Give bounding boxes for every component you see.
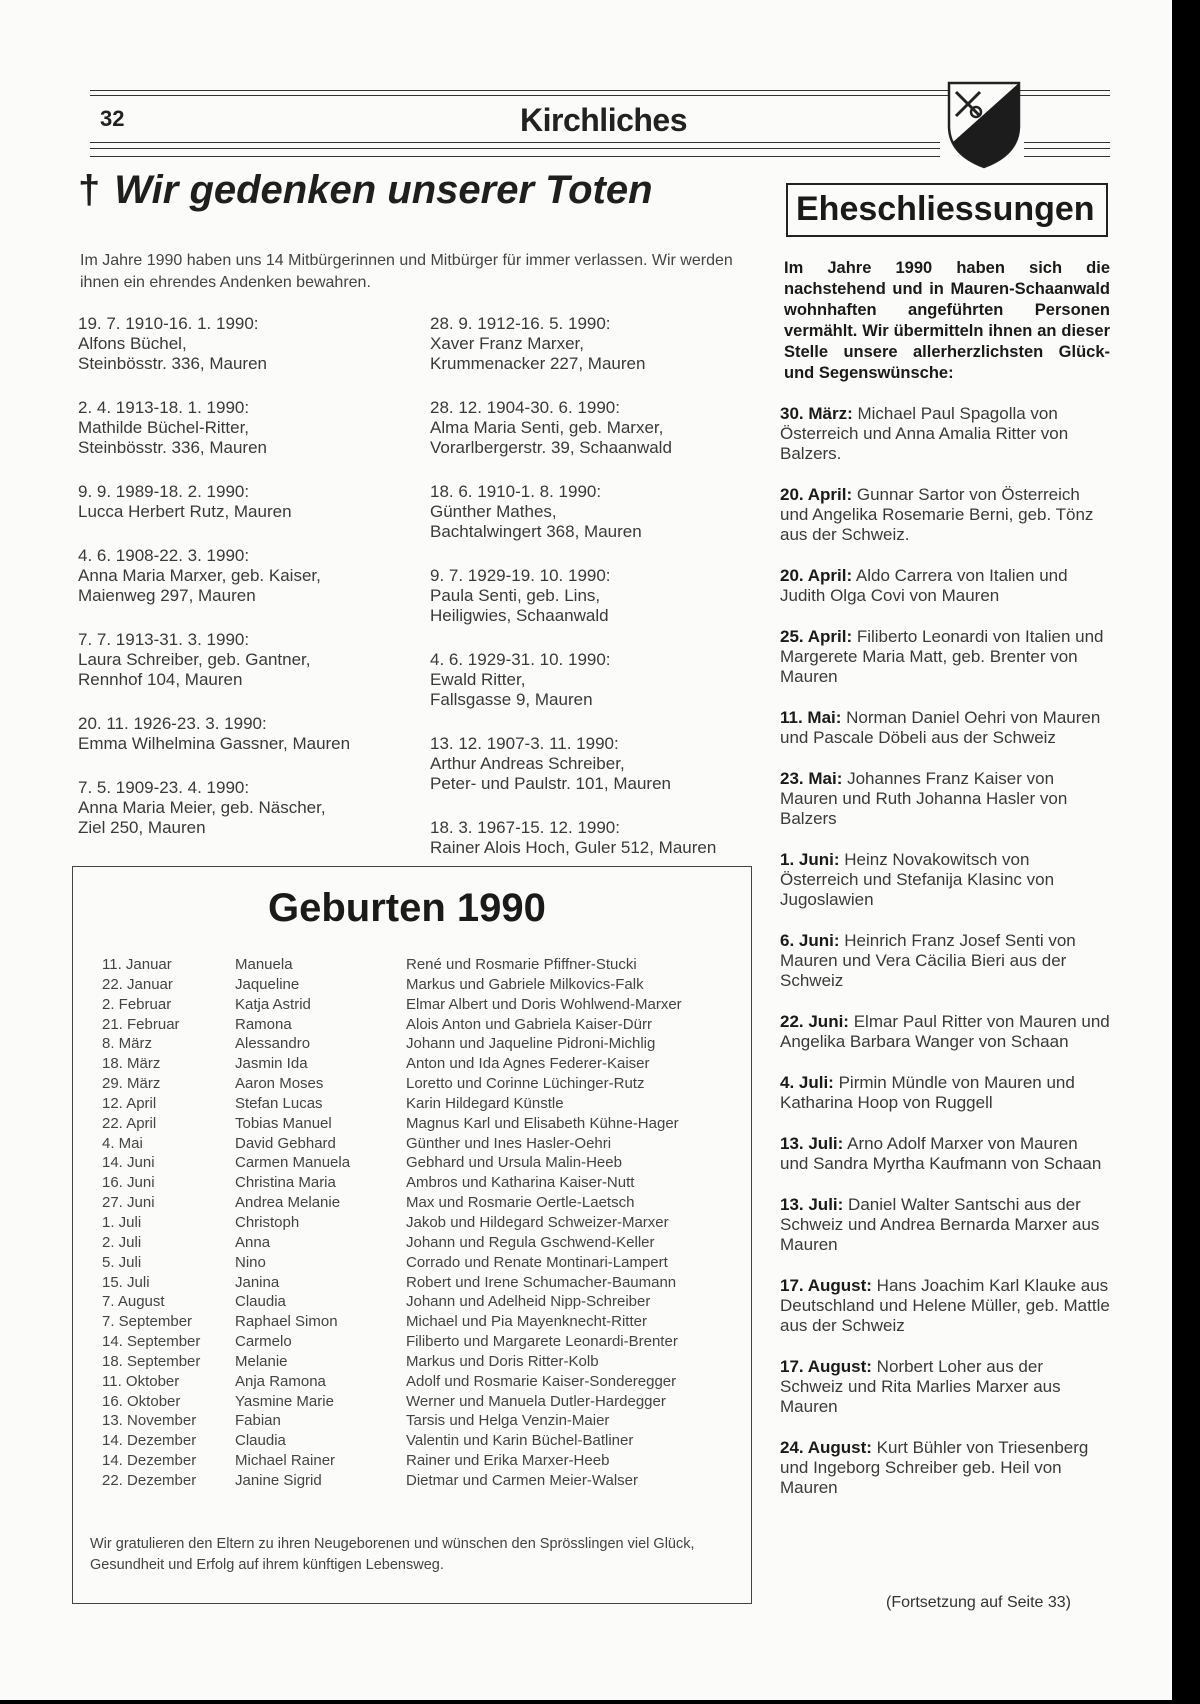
marriage-couple: Elmar Paul Ritter von Mauren und Angelika Barbara Wanger von Schaan: [780, 1012, 1110, 1051]
deceased-dates: 28. 9. 1912-16. 5. 1990:: [430, 314, 611, 333]
deceased-line: Arthur Andreas Schreiber,: [430, 754, 625, 773]
birth-child-name: Alessandro: [235, 1035, 311, 1053]
birth-date: [88, 1234, 198, 1251]
birth-date-text: 14. Juni: [102, 1154, 155, 1172]
birth-child-name: Raphael Simon: [235, 1313, 338, 1331]
marriage-couple: Heinz Novakowitsch von Österreich und Stefanija Klasinc von Jugoslawien: [780, 850, 1055, 909]
marriage-couple: Kurt Bühler von Triesenberg und Ingeborg Schreiber geb. Heil von Mauren: [780, 1438, 1089, 1497]
marriage-date: 20. April:: [780, 485, 853, 504]
deceased-dates: 18. 6. 1910-1. 8. 1990:: [430, 482, 602, 501]
birth-parents: Corrado und Renate Montinari-Lampert: [406, 1253, 668, 1271]
birth-parents: Elmar Albert und Doris Wohlwend-Marxer: [406, 995, 682, 1013]
deceased-entry: [430, 482, 716, 542]
deceased-line: Krummenacker 227, Mauren: [430, 354, 646, 373]
marriage-date: 4. Juli:: [780, 1073, 834, 1092]
birth-child-name: Michael Rainer: [235, 1452, 336, 1470]
birth-child-name: Anja Ramona: [235, 1372, 326, 1390]
birth-parents: Werner und Manuela Dutler-Hardegger: [406, 1392, 666, 1410]
marriage-date: 13. Juli:: [780, 1195, 844, 1214]
birth-date-text: 16. Oktober: [102, 1392, 181, 1410]
birth-parents: Rainer und Erika Marxer-Heeb: [406, 1452, 610, 1470]
birth-parents: René und Rosmarie Pfiffner-Stucki: [406, 956, 637, 973]
birth-date-text: 22. Januar: [102, 975, 173, 993]
birth-date-text: 2. Juli: [102, 1233, 142, 1251]
header-rule: [1024, 142, 1110, 143]
marriage-entry: [780, 1134, 1110, 1174]
header-rule: [1024, 156, 1110, 157]
birth-date: [88, 1055, 198, 1072]
birth-child-name: Jaqueline: [235, 975, 300, 993]
birth-parents: Adolf und Rosmarie Kaiser-Sonderegger: [406, 1372, 677, 1390]
marriage-entry: [780, 1012, 1110, 1052]
page-number: 32: [100, 106, 125, 131]
birth-date-text: 2. Februar: [102, 995, 172, 1013]
birth-date: [88, 1194, 198, 1211]
birth-child-name: Fabian: [235, 1412, 281, 1430]
marriages-list: [780, 404, 1110, 1519]
birth-date-text: 18. März: [102, 1055, 161, 1073]
birth-child-name: Carmen Manuela: [235, 1154, 351, 1172]
deceased-line: Fallsgasse 9, Mauren: [430, 690, 593, 709]
birth-parents: Johann und Regula Gschwend-Keller: [406, 1233, 655, 1251]
deceased-entry: [430, 650, 716, 710]
birth-child-name: Anna: [235, 1233, 271, 1251]
deceased-line: Ziel 250, Mauren: [78, 818, 206, 837]
deceased-dates: 7. 5. 1909-23. 4. 1990:: [78, 778, 250, 797]
birth-child-name: Aaron Moses: [235, 1075, 324, 1093]
marriage-date: 11. Mai:: [780, 708, 842, 727]
deceased-dates: 28. 12. 1904-30. 6. 1990:: [430, 398, 620, 417]
marriage-entry: [780, 769, 1110, 829]
marriage-date: 24. August:: [780, 1438, 872, 1457]
deceased-title: [78, 168, 653, 213]
deceased-line: Anna Maria Marxer, geb. Kaiser,: [78, 566, 321, 585]
marriages-intro: Im Jahre 1990 haben sich die nachstehend und in Mauren-Schaanwald wohnhaften angeführten Personen vermählt. Wir übermitteln ihnen an dieser Stelle unsere allerherzlichsten Glück- und Segenswünsche:: [784, 259, 1110, 382]
birth-date: [88, 1333, 201, 1351]
birth-child-name: Claudia: [235, 1293, 286, 1311]
deceased-line: Anna Maria Meier, geb. Näscher,: [78, 798, 326, 817]
birth-child-name: Manuela: [235, 956, 293, 973]
marriage-entry: [780, 485, 1110, 545]
marriage-couple: Norbert Loher aus der Schweiz und Rita Marlies Marxer aus Mauren: [780, 1357, 1061, 1416]
birth-date: [88, 1135, 198, 1152]
deceased-line: Vorarlbergerstr. 39, Schaanwald: [430, 438, 672, 457]
deceased-line: Emma Wilhelmina Gassner, Mauren: [78, 734, 351, 753]
birth-date: [88, 1214, 198, 1231]
marriage-entry: [780, 1073, 1110, 1113]
birth-parents: Loretto und Corinne Lüchinger-Rutz: [406, 1075, 645, 1093]
birth-parents: Robert und Irene Schumacher-Baumann: [406, 1273, 677, 1291]
birth-date: [88, 1274, 198, 1291]
deceased-line: Steinbösstr. 336, Mauren: [78, 438, 268, 457]
birth-date-text: 22. Dezember: [102, 1471, 197, 1489]
birth-date-text: 7. August: [102, 1293, 165, 1311]
birth-date: [88, 1293, 198, 1310]
deceased-heading: Wir gedenken unserer Toten: [114, 168, 653, 212]
marriage-entry: [780, 566, 1110, 606]
marriage-entry: [780, 1357, 1110, 1417]
birth-parents: Gebhard und Ursula Malin-Heeb: [406, 1154, 622, 1172]
birth-date: [88, 1393, 198, 1410]
birth-child-name: Stefan Lucas: [235, 1094, 323, 1112]
deceased-line: Heiligwies, Schaanwald: [430, 606, 609, 625]
marriage-couple: Norman Daniel Oehri von Mauren und Pascale Döbeli aus der Schweiz: [780, 708, 1101, 747]
deceased-dates: 9. 9. 1989-18. 2. 1990:: [78, 482, 250, 501]
birth-date-text: 1. Juli: [102, 1213, 142, 1231]
marriage-couple: Filiberto Leonardi von Italien und Margerete Maria Matt, geb. Brenter von Mauren: [780, 627, 1104, 686]
deceased-entry: [78, 714, 350, 754]
birth-date-text: 27. Juni: [102, 1194, 155, 1212]
marriage-couple: Arno Adolf Marxer von Mauren und Sandra Myrtha Kaufmann von Schaan: [780, 1134, 1102, 1173]
birth-child-name: Claudia: [235, 1432, 286, 1450]
deceased-line: Alfons Büchel,: [78, 334, 187, 353]
birth-date: [88, 956, 198, 973]
birth-date-text: 15. Juli: [102, 1273, 150, 1291]
deceased-line: Steinbösstr. 336, Mauren: [78, 354, 268, 373]
marriage-date: 13. Juli:: [780, 1134, 844, 1153]
birth-child-name: Melanie: [235, 1352, 288, 1370]
marriage-entry: [780, 627, 1110, 687]
deceased-line: Paula Senti, geb. Lins,: [430, 586, 601, 605]
deceased-dates: 13. 12. 1907-3. 11. 1990:: [430, 734, 619, 753]
birth-child-name: Nino: [235, 1253, 266, 1271]
coat-of-arms-icon: [946, 80, 1022, 170]
deceased-dates: 7. 7. 1913-31. 3. 1990:: [78, 630, 250, 649]
marriage-date: 25. April:: [780, 627, 853, 646]
deceased-entry: [78, 314, 350, 374]
birth-parents: Alois Anton und Gabriela Kaiser-Dürr: [406, 1015, 652, 1033]
birth-parents: Jakob und Hildegard Schweizer-Marxer: [406, 1213, 669, 1231]
birth-parents: Michael und Pia Mayenknecht-Ritter: [406, 1313, 647, 1331]
deceased-entry: [78, 630, 350, 690]
deceased-dates: 4. 6. 1929-31. 10. 1990:: [430, 650, 611, 669]
birth-date: [88, 1016, 198, 1033]
birth-date-text: 7. September: [102, 1313, 193, 1331]
marriage-couple: Johannes Franz Kaiser von Mauren und Ruth Johanna Hasler von Balzers: [780, 769, 1068, 828]
marriage-date: 1. Juni:: [780, 850, 840, 869]
birth-date-text: 11. Januar: [102, 956, 172, 973]
header-rule: [90, 156, 940, 157]
header-rule: [90, 148, 940, 149]
deceased-line: Bachtalwingert 368, Mauren: [430, 522, 642, 541]
birth-date-text: 29. März: [102, 1075, 161, 1093]
deceased-entry: [430, 398, 716, 458]
birth-date: [88, 1373, 198, 1390]
deceased-line: Peter- und Paulstr. 101, Mauren: [430, 774, 671, 793]
birth-child-name: Janine Sigrid: [235, 1471, 322, 1489]
marriage-entry: [780, 850, 1110, 910]
deceased-line: Laura Schreiber, geb. Gantner,: [78, 650, 311, 669]
deceased-line: Xaver Franz Marxer,: [430, 334, 584, 353]
birth-date: [88, 1412, 198, 1429]
deceased-entry: [430, 818, 716, 858]
deceased-entry: [78, 778, 350, 838]
deceased-entry: [78, 546, 350, 606]
deceased-line: Rainer Alois Hoch, Guler 512, Mauren: [430, 838, 717, 857]
birth-parents: Markus und Doris Ritter-Kolb: [406, 1352, 599, 1370]
birth-date-text: 16. Juni: [102, 1174, 155, 1192]
marriage-couple: Aldo Carrera von Italien und Judith Olga Covi von Mauren: [780, 566, 1068, 605]
birth-parents: Filiberto und Margarete Leonardi-Brenter: [406, 1333, 678, 1351]
birth-date: [88, 996, 198, 1013]
birth-parents: Magnus Karl und Elisabeth Kühne-Hager: [406, 1114, 679, 1132]
deceased-list-right: [430, 314, 716, 882]
deceased-dates: 4. 6. 1908-22. 3. 1990:: [78, 546, 250, 565]
marriage-date: 6. Juni:: [780, 931, 840, 950]
birth-date: [88, 1432, 198, 1449]
marriage-date: 30. März:: [780, 404, 853, 423]
deceased-entry: [78, 398, 350, 458]
marriage-date: 22. Juni:: [780, 1012, 849, 1031]
birth-parents: Anton und Ida Agnes Federer-Kaiser: [406, 1055, 650, 1073]
birth-parents: Karin Hildegard Künstle: [406, 1094, 564, 1112]
birth-date-text: 5. Juli: [102, 1253, 142, 1271]
birth-date-text: 14. Dezember: [102, 1452, 197, 1470]
birth-child-name: Jasmin Ida: [235, 1055, 308, 1073]
birth-date: [88, 1352, 201, 1370]
birth-date-text: 4. Mai: [102, 1134, 143, 1152]
deceased-list-left: [78, 314, 350, 862]
deceased-dates: 18. 3. 1967-15. 12. 1990:: [430, 818, 620, 837]
deceased-line: Lucca Herbert Rutz, Mauren: [78, 502, 292, 521]
birth-date-text: 21. Februar: [102, 1015, 180, 1033]
birth-date: [88, 1115, 198, 1132]
birth-date: [88, 1452, 198, 1469]
birth-date: [88, 1154, 198, 1171]
birth-child-name: Ramona: [235, 1015, 292, 1033]
birth-date: [88, 976, 198, 993]
births-footer: Wir gratulieren den Eltern zu ihren Neugeborenen und wünschen den Sprösslingen viel Glück, Gesundheit und Erfolg auf ihrem künftigen Lebensweg.: [90, 1536, 695, 1573]
birth-date-text: 14. September: [102, 1333, 201, 1351]
birth-child-name: Carmelo: [235, 1333, 292, 1351]
continued-note: (Fortsetzung auf Seite 33): [886, 1594, 1071, 1611]
birth-parents: Günther und Ines Hasler-Oehri: [406, 1134, 612, 1152]
birth-child-name: Tobias Manuel: [235, 1114, 332, 1132]
birth-child-name: Christina Maria: [235, 1174, 336, 1192]
birth-date-text: 8. März: [102, 1035, 153, 1053]
marriages-title: Eheschliessungen: [796, 190, 1095, 228]
header-rule: [90, 142, 940, 143]
births-title: Geburten 1990: [268, 886, 546, 930]
marriage-date: 23. Mai:: [780, 769, 843, 788]
birth-date-text: 22. April: [102, 1114, 157, 1132]
birth-parents: Tarsis und Helga Venzin-Maier: [406, 1412, 610, 1430]
birth-date: [88, 1095, 198, 1112]
birth-child-name: Andrea Melanie: [235, 1194, 341, 1212]
marriage-entry: [780, 708, 1110, 748]
birth-date: [88, 1075, 198, 1092]
deceased-line: Ewald Ritter,: [430, 670, 526, 689]
marriage-entry: [780, 1438, 1110, 1498]
birth-date-text: 14. Dezember: [102, 1432, 197, 1450]
marriage-entry: [780, 404, 1110, 464]
birth-child-name: Yasmine Marie: [235, 1392, 334, 1410]
birth-parents: Ambros und Katharina Kaiser-Nutt: [406, 1174, 635, 1192]
birth-parents: Max und Rosmarie Oertle-Laetsch: [406, 1194, 635, 1212]
deceased-dates: 20. 11. 1926-23. 3. 1990:: [78, 714, 267, 733]
birth-date: [88, 1313, 198, 1330]
deceased-line: Mathilde Büchel-Ritter,: [78, 418, 250, 437]
header-rule: [1024, 148, 1110, 149]
deceased-dates: 2. 4. 1913-18. 1. 1990:: [78, 398, 250, 417]
marriage-entry: [780, 931, 1110, 991]
deceased-line: Günther Mathes,: [430, 502, 557, 521]
deceased-line: Maienweg 297, Mauren: [78, 586, 256, 605]
deceased-entry: [430, 734, 716, 794]
deceased-entry: [430, 314, 716, 374]
birth-parents: Johann und Adelheid Nipp-Schreiber: [406, 1293, 651, 1311]
marriage-couple: Michael Paul Spagolla von Österreich und Anna Amalia Ritter von Balzers.: [780, 404, 1069, 463]
birth-date: [88, 1035, 198, 1052]
birth-parents: Dietmar und Carmen Meier-Walser: [406, 1471, 639, 1489]
birth-date: [88, 1254, 198, 1271]
marriage-couple: Gunnar Sartor von Österreich und Angelika Rosemarie Berni, geb. Tönz aus der Schweiz.: [780, 485, 1094, 544]
birth-date-text: 11. Oktober: [102, 1372, 180, 1390]
marriage-date: 17. August:: [780, 1357, 872, 1376]
birth-date-text: 12. April: [102, 1094, 157, 1112]
marriage-date: 20. April:: [780, 566, 853, 585]
marriage-couple: Daniel Walter Santschi aus der Schweiz und Andrea Bernarda Marxer aus Mauren: [780, 1195, 1100, 1254]
birth-child-name: David Gebhard: [235, 1134, 336, 1152]
marriage-entry: [780, 1195, 1110, 1255]
birth-parents: Johann und Jaqueline Pidroni-Michlig: [406, 1035, 656, 1053]
cross-icon: †: [78, 168, 101, 212]
deceased-dates: 9. 7. 1929-19. 10. 1990:: [430, 566, 611, 585]
birth-child-name: Janina: [235, 1273, 280, 1291]
scan-edge: [1172, 0, 1200, 1704]
marriage-couple: Hans Joachim Karl Klauke aus Deutschland und Helene Müller, geb. Mattle aus der Schweiz: [780, 1276, 1110, 1335]
marriage-couple: Pirmin Mündle von Mauren und Katharina Hoop von Ruggell: [780, 1073, 1075, 1112]
deceased-entry: [78, 482, 350, 522]
deceased-line: Rennhof 104, Mauren: [78, 670, 243, 689]
birth-child-name: Christoph: [235, 1213, 300, 1231]
section-title: Kirchliches: [520, 102, 688, 138]
deceased-entry: [430, 566, 716, 626]
deceased-line: Alma Maria Senti, geb. Marxer,: [430, 418, 664, 437]
birth-child-name: Katja Astrid: [235, 995, 311, 1013]
deceased-intro: Im Jahre 1990 haben uns 14 Mitbürgerinnen und Mitbürger für immer verlassen. Wir werden ihnen ein ehrendes Andenken bewahren.: [80, 252, 733, 291]
birth-parents: Valentin und Karin Büchel-Batliner: [406, 1432, 634, 1450]
marriage-couple: Heinrich Franz Josef Senti von Mauren und Vera Cäcilia Bieri aus der Schweiz: [780, 931, 1076, 990]
marriage-entry: [780, 1276, 1110, 1336]
birth-date-text: 18. September: [102, 1352, 201, 1370]
marriage-date: 17. August:: [780, 1276, 872, 1295]
birth-date-text: 13. November: [102, 1412, 197, 1430]
birth-parents: Markus und Gabriele Milkovics-Falk: [406, 975, 644, 993]
deceased-dates: 19. 7. 1910-16. 1. 1990:: [78, 314, 259, 333]
birth-date: [88, 1174, 198, 1191]
birth-date: [88, 1472, 198, 1489]
